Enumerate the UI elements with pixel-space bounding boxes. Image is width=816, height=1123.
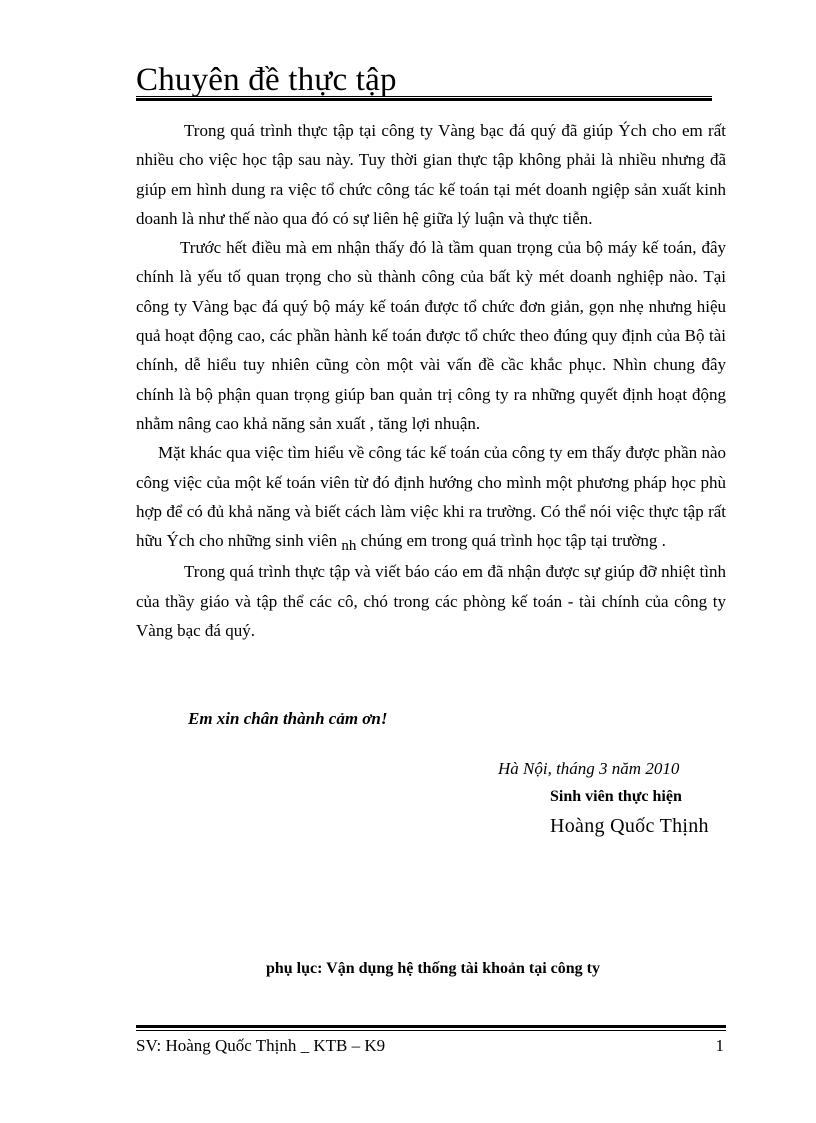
page-title: Chuyên đề thực tập <box>136 62 397 98</box>
paragraph-3-text-b: chúng em trong quá trình học tập tại trường . <box>360 531 666 551</box>
body-text <box>136 116 726 645</box>
page-number: 1 <box>715 1036 724 1055</box>
signature-name: Hoàng Quốc Thịnh <box>550 815 709 837</box>
paragraph-1: Trong quá trình thực tập tại công ty Vàng bạc đá quý đã giúp Ých cho em rất nhiều cho việc học tập sau này. Tuy thời gian thực tập không phải là nhiều nhưng đã giúp em hình dung ra việc tổ chức công tác kế toán tại mét doanh ngiệp sản xuất kinh doanh là như thế nào qua đó có sự liên hệ giữa lý luận và thực tiễn. <box>136 121 726 228</box>
footer-rule <box>136 1025 726 1031</box>
signature-role: Sinh viên thực hiện <box>550 788 682 805</box>
paragraph-2: Trước hết điều mà em nhận thấy đó là tầm quan trọng của bộ máy kế toán, đây chính là yếu tố quan trọng cho sù thành công của bất kỳ mét doanh nghiệp nào. Tại công ty Vàng bạc đá quý bộ máy kế toán được tổ chức đơn giản, gọn nhẹ nhưng hiệu quả hoạt động cao, các phần hành kế toán được tổ chức theo đúng quy định của Bộ tài chính, dễ hiểu tuy nhiên cũng còn một vài vấn đề cầc khắc phục. Nhìn chung đây chính là bộ phận quan trọng giúp ban quản trị công ty ra những quyết định hoạt động nhằm nâng cao khả năng sản xuất , tăng lợi nhuận. <box>136 238 726 433</box>
paragraph-3-text-a: Mặt khác qua việc tìm hiểu về công tác kế toán của công ty em thấy được phần nào công việc của một kế toán viên từ đó định hướng cho mình một phương pháp học phù hợp để có đủ khả năng và biết cách làm việc khi ra trường. Có thể nói việc thực tập rất hữu Ých cho những sinh viên <box>136 443 726 551</box>
paragraph-3-subscript: nh <box>341 538 357 555</box>
thanks-line: Em xin chân thành cảm ơn! <box>188 709 388 728</box>
paragraph-3 <box>136 438 726 557</box>
appendix-heading: phụ lục: Vận dụng hệ thống tài khoản tại công ty <box>265 960 601 977</box>
paragraph-4: Trong quá trình thực tập và viết báo cáo em đã nhận được sự giúp đỡ nhiệt tình của thầy giáo và tập thể các cô, chó trong các phòng kế toán - tài chính của công ty Vàng bạc đá quý. <box>136 562 726 641</box>
signature-date: Hà Nội, tháng 3 năm 2010 <box>498 759 680 778</box>
footer-author: SV: Hoàng Quốc Thịnh _ KTB – K9 <box>136 1036 386 1055</box>
title-rule <box>136 96 712 101</box>
